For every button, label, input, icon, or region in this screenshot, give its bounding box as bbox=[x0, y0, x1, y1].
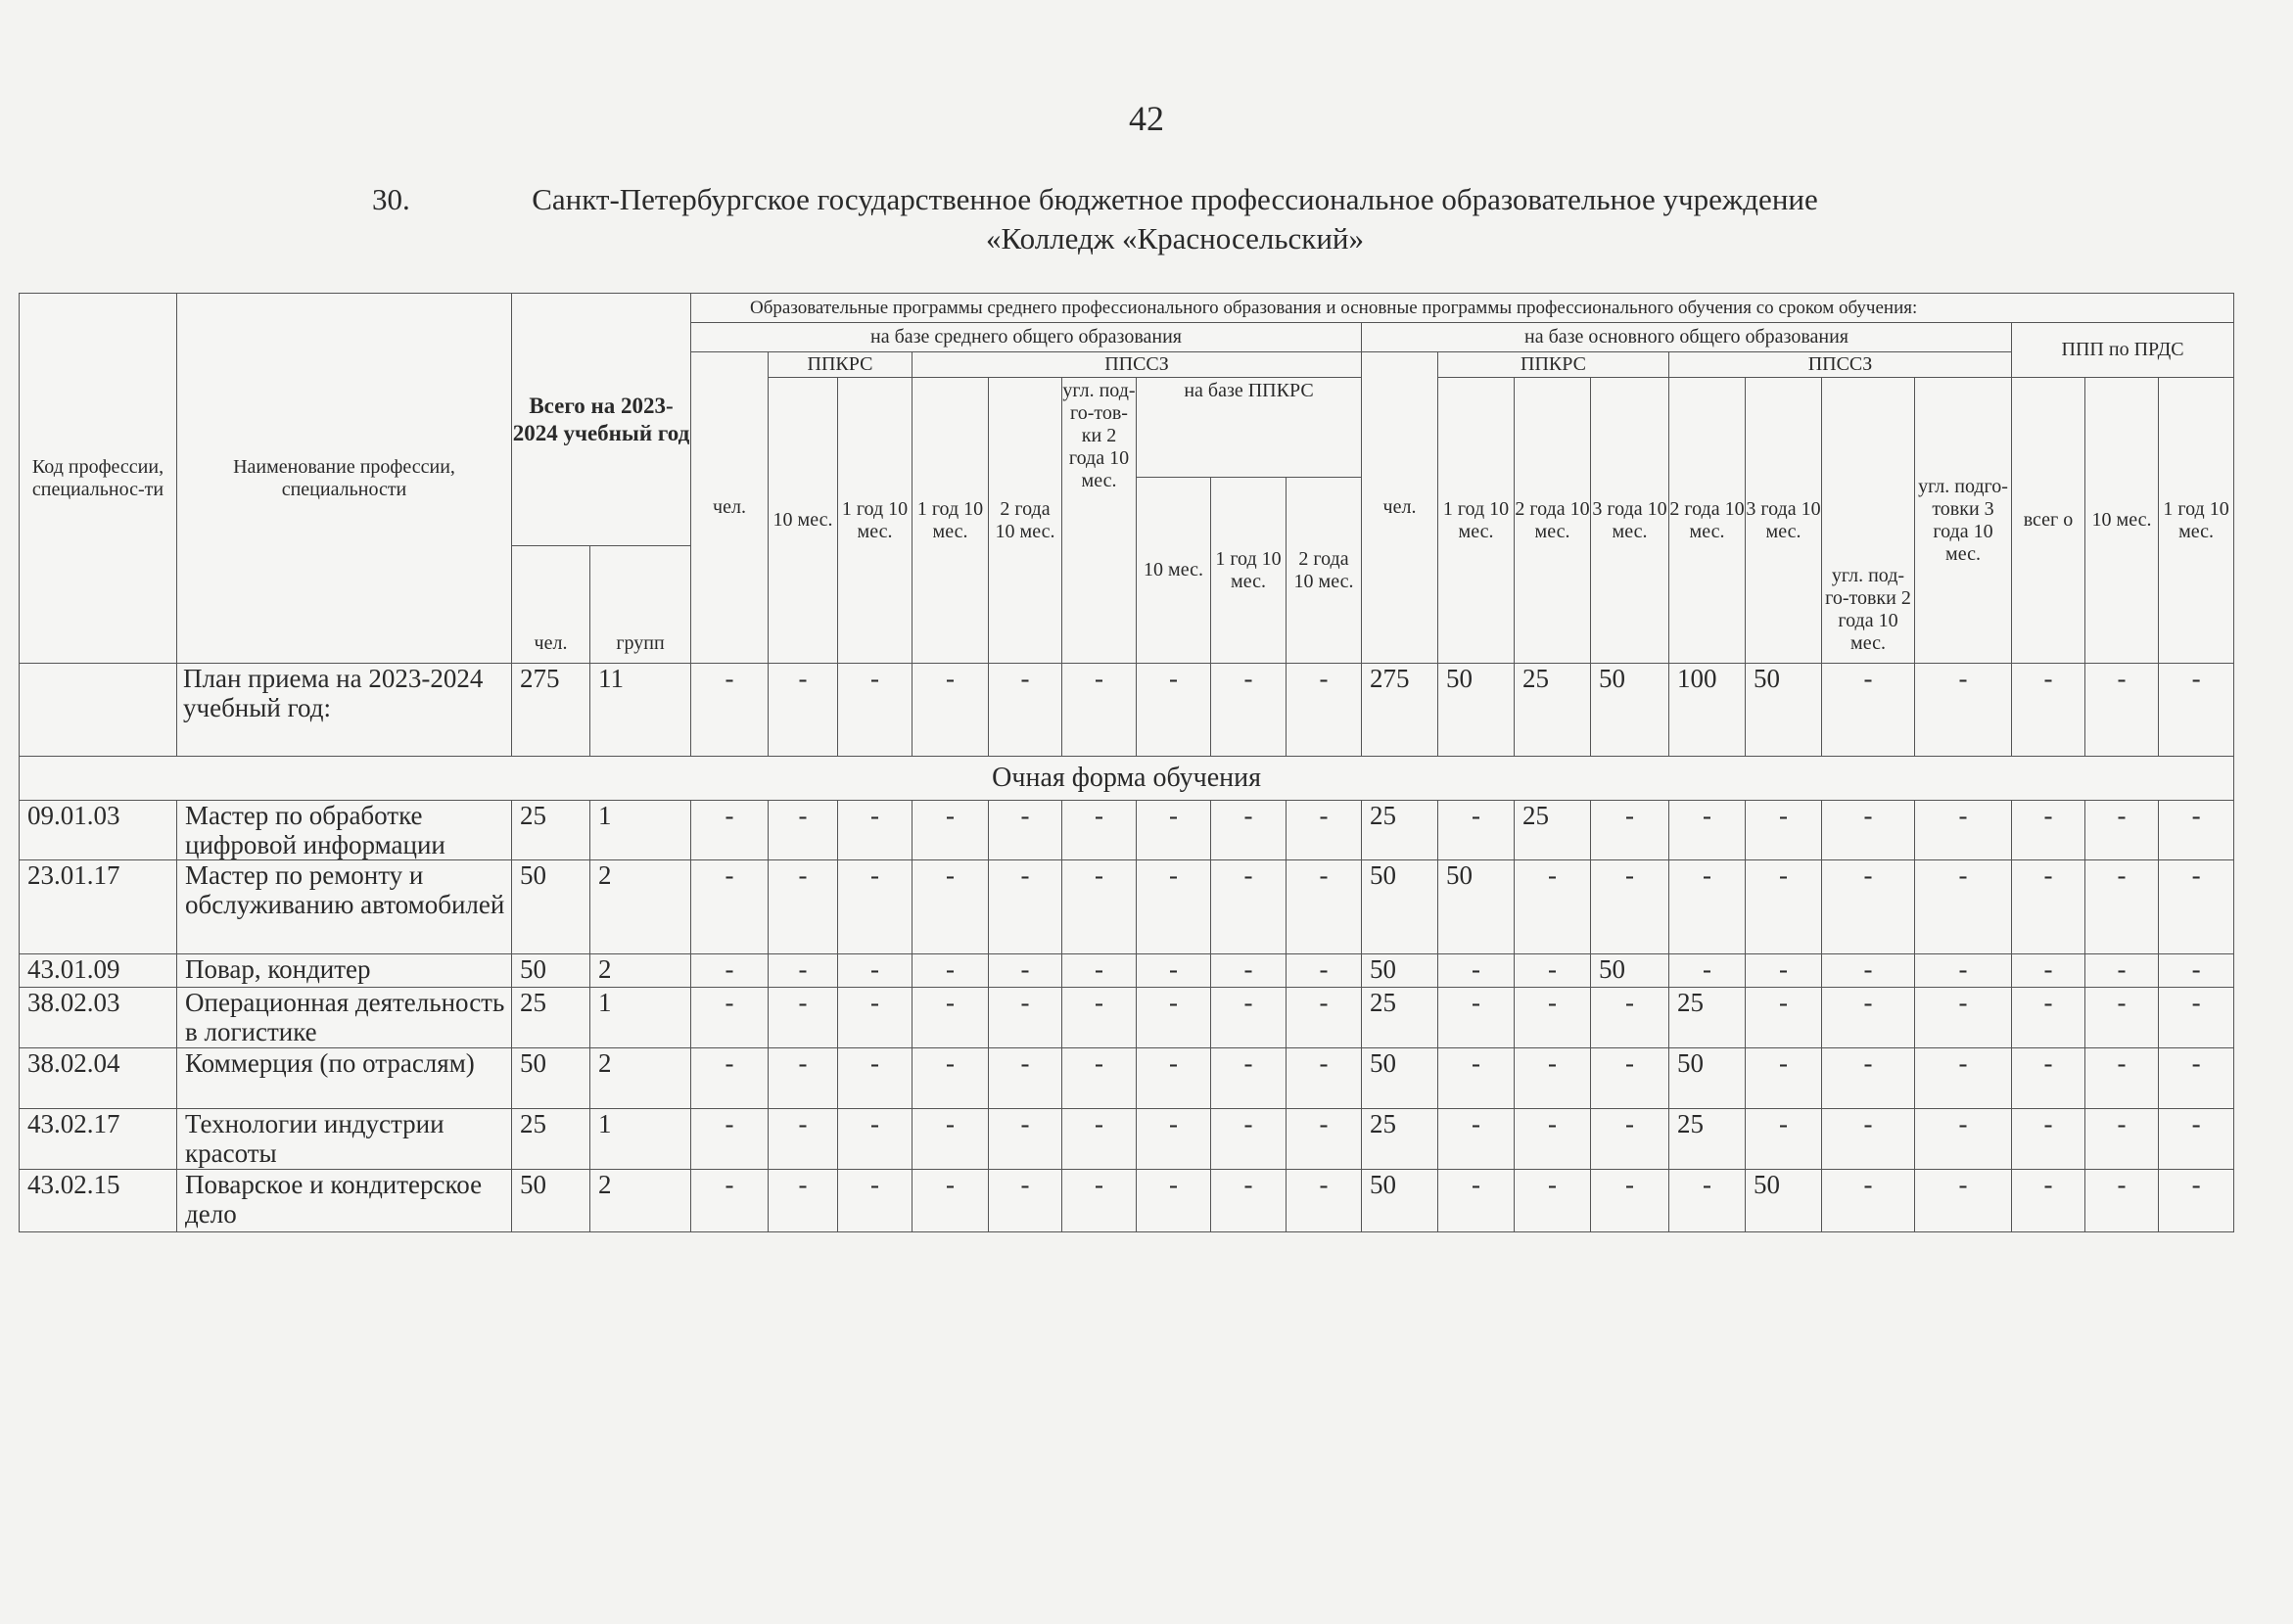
table-row bbox=[20, 860, 2234, 954]
value-cell: - bbox=[1746, 801, 1822, 860]
header-secondary-ppkrs: ППКРС bbox=[769, 352, 913, 378]
value-cell: - bbox=[1669, 801, 1746, 860]
value-cell: - bbox=[1746, 1109, 1822, 1170]
value-cell: - bbox=[1915, 801, 2012, 860]
value-cell: - bbox=[2085, 1048, 2159, 1109]
value-cell: - bbox=[913, 801, 989, 860]
value-cell: - bbox=[1746, 1048, 1822, 1109]
value-cell: - bbox=[1746, 988, 1822, 1048]
value-cell: - bbox=[1438, 1048, 1515, 1109]
value-cell: - bbox=[1915, 664, 2012, 757]
header-col-s7: 1 год 10 мес. bbox=[1211, 478, 1287, 664]
value-cell: - bbox=[913, 1048, 989, 1109]
header-col-b5: 3 года 10 мес. bbox=[1746, 378, 1822, 664]
value-cell: - bbox=[989, 1170, 1062, 1232]
value-cell: 50 bbox=[1362, 860, 1438, 954]
value-cell: - bbox=[1822, 801, 1915, 860]
value-cell: - bbox=[989, 801, 1062, 860]
header-col-b6: угл. под-го-товки 2 года 10 мес. bbox=[1822, 378, 1915, 664]
header-col-b2: 2 года 10 мес. bbox=[1515, 378, 1591, 664]
value-cell: - bbox=[2085, 1170, 2159, 1232]
header-col-s6: 10 мес. bbox=[1137, 478, 1211, 664]
value-cell: - bbox=[1287, 1048, 1362, 1109]
value-cell: - bbox=[838, 1170, 913, 1232]
value-cell: 50 bbox=[512, 860, 590, 954]
value-cell: 25 bbox=[1515, 801, 1591, 860]
value-cell: - bbox=[2012, 801, 2085, 860]
value-cell: - bbox=[1822, 1109, 1915, 1170]
value-cell: - bbox=[989, 860, 1062, 954]
header-col-p1: всег о bbox=[2012, 378, 2085, 664]
value-cell: - bbox=[1822, 988, 1915, 1048]
value-cell: - bbox=[838, 1048, 913, 1109]
value-cell: 2 bbox=[590, 1170, 691, 1232]
value-cell: - bbox=[2159, 1048, 2234, 1109]
header-col-s4: 2 года 10 мес. bbox=[989, 378, 1062, 664]
value-cell: - bbox=[1515, 1170, 1591, 1232]
value-cell: - bbox=[1287, 1109, 1362, 1170]
value-cell: - bbox=[1669, 860, 1746, 954]
header-secondary-base: на базе среднего общего образования bbox=[691, 323, 1362, 352]
value-cell: - bbox=[691, 664, 769, 757]
value-cell: 25 bbox=[512, 988, 590, 1048]
value-cell: - bbox=[1591, 1170, 1669, 1232]
value-cell: - bbox=[1287, 988, 1362, 1048]
value-cell: - bbox=[1062, 860, 1137, 954]
value-cell: - bbox=[1287, 1170, 1362, 1232]
value-cell: 50 bbox=[512, 1048, 590, 1109]
value-cell: - bbox=[989, 1109, 1062, 1170]
row-code: 43.01.09 bbox=[20, 954, 177, 988]
value-cell: 50 bbox=[1362, 1170, 1438, 1232]
value-cell: - bbox=[769, 664, 838, 757]
value-cell: - bbox=[1137, 801, 1211, 860]
value-cell: - bbox=[1137, 988, 1211, 1048]
value-cell: - bbox=[1137, 1109, 1211, 1170]
value-cell: - bbox=[1137, 860, 1211, 954]
value-cell: - bbox=[2012, 954, 2085, 988]
value-cell: - bbox=[1591, 801, 1669, 860]
header-name: Наименование профессии, специальности bbox=[177, 294, 512, 664]
value-cell: - bbox=[2159, 1109, 2234, 1170]
value-cell: - bbox=[2012, 1048, 2085, 1109]
value-cell: - bbox=[2085, 1109, 2159, 1170]
value-cell: - bbox=[838, 860, 913, 954]
item-number: 30. bbox=[372, 182, 410, 216]
value-cell: - bbox=[1211, 801, 1287, 860]
row-code: 43.02.17 bbox=[20, 1109, 177, 1170]
value-cell: 50 bbox=[1362, 954, 1438, 988]
value-cell: - bbox=[1211, 1048, 1287, 1109]
plan-name: План приема на 2023-2024 учебный год: bbox=[177, 664, 512, 757]
table-row bbox=[20, 1170, 2234, 1232]
value-cell: - bbox=[1211, 954, 1287, 988]
row-code: 23.01.17 bbox=[20, 860, 177, 954]
row-code: 09.01.03 bbox=[20, 801, 177, 860]
value-cell: - bbox=[838, 988, 913, 1048]
value-cell: - bbox=[1822, 1048, 1915, 1109]
value-cell: - bbox=[691, 954, 769, 988]
admission-plan-table-wrapper bbox=[19, 293, 2234, 1232]
value-cell: - bbox=[1438, 1109, 1515, 1170]
value-cell: 50 bbox=[1438, 664, 1515, 757]
value-cell: - bbox=[2085, 860, 2159, 954]
value-cell: 2 bbox=[590, 954, 691, 988]
value-cell: 50 bbox=[512, 1170, 590, 1232]
value-cell: 50 bbox=[1591, 954, 1669, 988]
admission-plan-table bbox=[19, 293, 2234, 1232]
value-cell: - bbox=[913, 1109, 989, 1170]
value-cell: - bbox=[1515, 1109, 1591, 1170]
row-code: 38.02.03 bbox=[20, 988, 177, 1048]
value-cell: - bbox=[2159, 801, 2234, 860]
plan-code bbox=[20, 664, 177, 757]
value-cell: - bbox=[989, 954, 1062, 988]
value-cell: - bbox=[2159, 664, 2234, 757]
value-cell: - bbox=[913, 1170, 989, 1232]
value-cell: 1 bbox=[590, 1109, 691, 1170]
value-cell: - bbox=[2012, 664, 2085, 757]
value-cell: - bbox=[769, 954, 838, 988]
value-cell: - bbox=[1746, 860, 1822, 954]
header-ppp-prds: ППП по ПРДС bbox=[2012, 323, 2234, 378]
value-cell: - bbox=[769, 801, 838, 860]
heading-line-1: Санкт-Петербургское государственное бюджетное профессиональное образовательное учреждение bbox=[532, 182, 1818, 216]
section-title: Очная форма обучения bbox=[20, 757, 2234, 801]
header-col-b7: угл. подго-товки 3 года 10 мес. bbox=[1915, 378, 2012, 664]
value-cell: 25 bbox=[1362, 988, 1438, 1048]
value-cell: - bbox=[1591, 988, 1669, 1048]
value-cell: - bbox=[838, 664, 913, 757]
value-cell: - bbox=[1669, 1170, 1746, 1232]
header-total-groups: групп bbox=[590, 546, 691, 664]
value-cell: - bbox=[1438, 988, 1515, 1048]
value-cell: - bbox=[2085, 988, 2159, 1048]
value-cell: 25 bbox=[1669, 988, 1746, 1048]
value-cell: - bbox=[691, 988, 769, 1048]
header-col-s5: угл. под-го-тов-ки 2 года 10 мес. bbox=[1062, 378, 1137, 664]
value-cell: - bbox=[769, 1048, 838, 1109]
value-cell: 275 bbox=[512, 664, 590, 757]
header-col-b1: 1 год 10 мес. bbox=[1438, 378, 1515, 664]
value-cell: - bbox=[1062, 988, 1137, 1048]
value-cell: - bbox=[1062, 954, 1137, 988]
value-cell: - bbox=[989, 988, 1062, 1048]
value-cell: - bbox=[1438, 954, 1515, 988]
header-basic-ppkrs: ППКРС bbox=[1438, 352, 1669, 378]
value-cell: - bbox=[2159, 988, 2234, 1048]
header-secondary-ppssz: ППССЗ bbox=[913, 352, 1362, 378]
value-cell: 1 bbox=[590, 801, 691, 860]
value-cell: - bbox=[1915, 988, 2012, 1048]
header-programs-title: Образовательные программы среднего профессионального образования и основные программы профессионального обучения со сроком обучения: bbox=[691, 294, 2234, 323]
value-cell: - bbox=[2085, 954, 2159, 988]
header-col-s8: 2 года 10 мес. bbox=[1287, 478, 1362, 664]
value-cell: - bbox=[691, 801, 769, 860]
row-name: Повар, кондитер bbox=[177, 954, 512, 988]
value-cell: - bbox=[1211, 988, 1287, 1048]
value-cell: - bbox=[1515, 860, 1591, 954]
value-cell: - bbox=[691, 1109, 769, 1170]
value-cell: - bbox=[1438, 1170, 1515, 1232]
header-col-p3: 1 год 10 мес. bbox=[2159, 378, 2234, 664]
value-cell: 25 bbox=[1669, 1109, 1746, 1170]
value-cell: - bbox=[838, 801, 913, 860]
value-cell: - bbox=[2012, 1170, 2085, 1232]
row-name: Поварское и кондитерское дело bbox=[177, 1170, 512, 1232]
value-cell: 50 bbox=[1438, 860, 1515, 954]
value-cell: - bbox=[1287, 664, 1362, 757]
value-cell: - bbox=[1211, 1170, 1287, 1232]
table-row bbox=[20, 1109, 2234, 1170]
plan-row bbox=[20, 664, 2234, 757]
value-cell: - bbox=[769, 988, 838, 1048]
value-cell: - bbox=[2012, 860, 2085, 954]
value-cell: 50 bbox=[1746, 664, 1822, 757]
row-name: Мастер по ремонту и обслуживанию автомобилей bbox=[177, 860, 512, 954]
value-cell: - bbox=[1211, 860, 1287, 954]
value-cell: 50 bbox=[512, 954, 590, 988]
value-cell: 25 bbox=[1515, 664, 1591, 757]
header-total-people: чел. bbox=[512, 546, 590, 664]
header-on-ppkrs-base: на базе ППКРС bbox=[1137, 378, 1362, 478]
value-cell: - bbox=[1137, 1170, 1211, 1232]
value-cell: - bbox=[1062, 664, 1137, 757]
row-name: Коммерция (по отраслям) bbox=[177, 1048, 512, 1109]
value-cell: - bbox=[1287, 801, 1362, 860]
header-col-s2: 1 год 10 мес. bbox=[838, 378, 913, 664]
value-cell: - bbox=[1822, 1170, 1915, 1232]
value-cell: - bbox=[1591, 1048, 1669, 1109]
value-cell: - bbox=[1438, 801, 1515, 860]
header-basic-base: на базе основного общего образования bbox=[1362, 323, 2012, 352]
value-cell: - bbox=[913, 988, 989, 1048]
value-cell: 50 bbox=[1362, 1048, 1438, 1109]
value-cell: - bbox=[1062, 1109, 1137, 1170]
header-total: Всего на 2023-2024 учебный год bbox=[512, 294, 691, 546]
value-cell: - bbox=[838, 954, 913, 988]
header-code: Код профессии, специальнос-ти bbox=[20, 294, 177, 664]
heading-line-2: «Колледж «Красносельский» bbox=[985, 221, 1365, 255]
value-cell: 2 bbox=[590, 860, 691, 954]
value-cell: - bbox=[1515, 954, 1591, 988]
header-col-b3: 3 года 10 мес. bbox=[1591, 378, 1669, 664]
value-cell: 50 bbox=[1591, 664, 1669, 757]
value-cell: - bbox=[989, 664, 1062, 757]
row-code: 43.02.15 bbox=[20, 1170, 177, 1232]
value-cell: - bbox=[1062, 1048, 1137, 1109]
section-row bbox=[20, 757, 2234, 801]
value-cell: 25 bbox=[1362, 801, 1438, 860]
value-cell: - bbox=[2159, 954, 2234, 988]
value-cell: - bbox=[1062, 801, 1137, 860]
value-cell: - bbox=[1746, 954, 1822, 988]
value-cell: - bbox=[1137, 954, 1211, 988]
value-cell: - bbox=[2085, 664, 2159, 757]
value-cell: - bbox=[1287, 954, 1362, 988]
value-cell: - bbox=[691, 1170, 769, 1232]
header-basic-ppssz: ППССЗ bbox=[1669, 352, 2012, 378]
value-cell: - bbox=[2085, 801, 2159, 860]
value-cell: - bbox=[1062, 1170, 1137, 1232]
header-col-b4: 2 года 10 мес. bbox=[1669, 378, 1746, 664]
value-cell: - bbox=[838, 1109, 913, 1170]
value-cell: - bbox=[1515, 988, 1591, 1048]
header-basic-people: чел. bbox=[1362, 352, 1438, 664]
value-cell: 25 bbox=[1362, 1109, 1438, 1170]
value-cell: - bbox=[1915, 1048, 2012, 1109]
value-cell: - bbox=[691, 860, 769, 954]
header-secondary-people: чел. bbox=[691, 352, 769, 664]
value-cell: - bbox=[691, 1048, 769, 1109]
value-cell: 50 bbox=[1746, 1170, 1822, 1232]
value-cell: - bbox=[2159, 1170, 2234, 1232]
table-row bbox=[20, 988, 2234, 1048]
value-cell: - bbox=[1822, 860, 1915, 954]
value-cell: - bbox=[2012, 1109, 2085, 1170]
value-cell: - bbox=[1287, 860, 1362, 954]
value-cell: 25 bbox=[512, 801, 590, 860]
value-cell: 11 bbox=[590, 664, 691, 757]
header-col-s1: 10 мес. bbox=[769, 378, 838, 664]
table-row bbox=[20, 801, 2234, 860]
value-cell: - bbox=[1591, 860, 1669, 954]
row-code: 38.02.04 bbox=[20, 1048, 177, 1109]
table-row bbox=[20, 954, 2234, 988]
row-name: Технологии индустрии красоты bbox=[177, 1109, 512, 1170]
value-cell: - bbox=[1669, 954, 1746, 988]
value-cell: - bbox=[913, 664, 989, 757]
value-cell: - bbox=[913, 860, 989, 954]
header-col-s3: 1 год 10 мес. bbox=[913, 378, 989, 664]
document-heading bbox=[372, 180, 1978, 258]
value-cell: - bbox=[1822, 954, 1915, 988]
value-cell: - bbox=[2012, 988, 2085, 1048]
value-cell: 50 bbox=[1669, 1048, 1746, 1109]
value-cell: - bbox=[769, 860, 838, 954]
value-cell: - bbox=[1515, 1048, 1591, 1109]
value-cell: - bbox=[1211, 664, 1287, 757]
value-cell: - bbox=[769, 1109, 838, 1170]
value-cell: - bbox=[989, 1048, 1062, 1109]
value-cell: 2 bbox=[590, 1048, 691, 1109]
page-number: 42 bbox=[1129, 99, 1164, 138]
value-cell: - bbox=[1137, 1048, 1211, 1109]
header-col-p2: 10 мес. bbox=[2085, 378, 2159, 664]
value-cell: - bbox=[1915, 1170, 2012, 1232]
value-cell: - bbox=[2159, 860, 2234, 954]
value-cell: - bbox=[1137, 664, 1211, 757]
value-cell: - bbox=[1211, 1109, 1287, 1170]
value-cell: - bbox=[913, 954, 989, 988]
value-cell: 25 bbox=[512, 1109, 590, 1170]
value-cell: - bbox=[1915, 954, 2012, 988]
row-name: Операционная деятельность в логистике bbox=[177, 988, 512, 1048]
value-cell: - bbox=[1915, 1109, 2012, 1170]
value-cell: 275 bbox=[1362, 664, 1438, 757]
value-cell: 100 bbox=[1669, 664, 1746, 757]
value-cell: - bbox=[1915, 860, 2012, 954]
value-cell: - bbox=[1822, 664, 1915, 757]
table-row bbox=[20, 1048, 2234, 1109]
value-cell: - bbox=[769, 1170, 838, 1232]
value-cell: - bbox=[1591, 1109, 1669, 1170]
row-name: Мастер по обработке цифровой информации bbox=[177, 801, 512, 860]
value-cell: 1 bbox=[590, 988, 691, 1048]
